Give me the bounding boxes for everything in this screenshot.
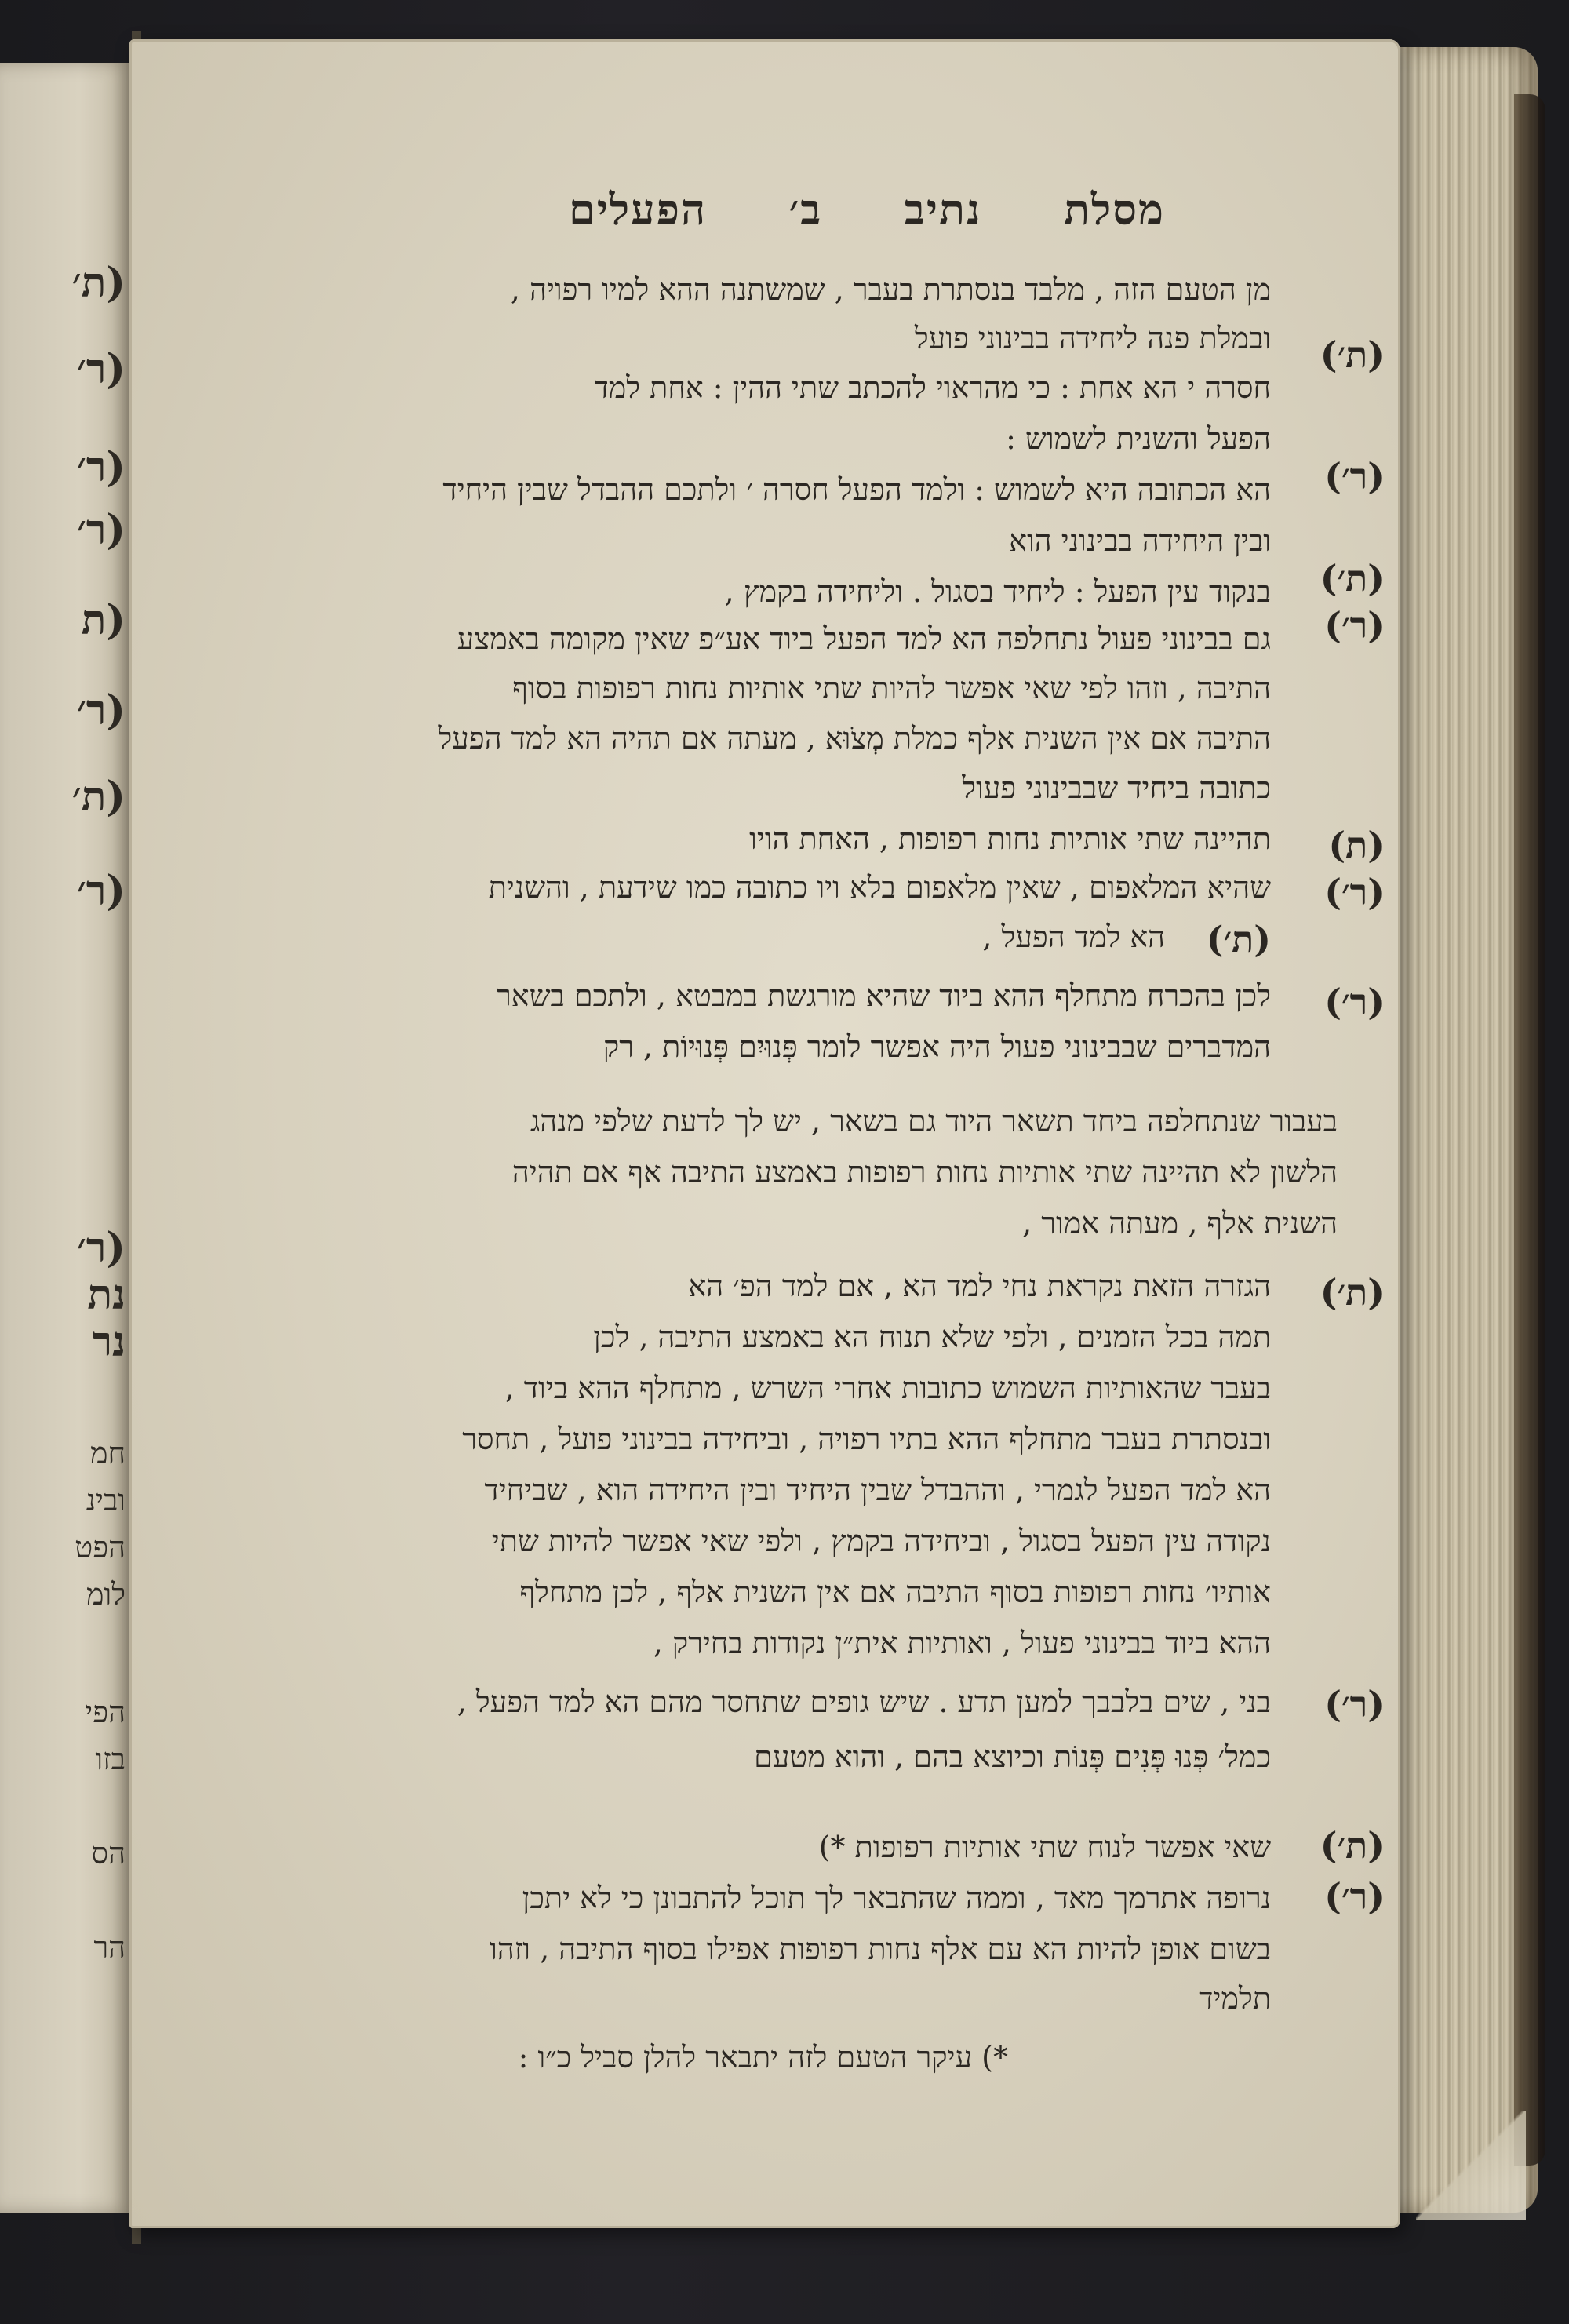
text-line: בנקוד עין הפעל : ליחיד בסגול . וליחידה בקמץ , bbox=[724, 574, 1271, 609]
main-page bbox=[129, 39, 1400, 2228]
text-line: גם בבינוני פעול נתחלפה הא למד הפעל ביוד אע״פ שאין מקומה באמצע bbox=[457, 621, 1271, 656]
speaker-marker: (ר׳) bbox=[1324, 981, 1385, 1023]
left-margin-fragment: הס bbox=[91, 1836, 126, 1870]
left-margin-fragment: חמ bbox=[89, 1436, 126, 1470]
header-title-right: מסלת bbox=[1064, 184, 1165, 235]
text-line: תהיינה שתי אותיות נחות רפופות , האחת הויו bbox=[749, 821, 1271, 856]
left-margin-fragment: (ת bbox=[81, 596, 126, 644]
text-line: התיבה , וזהו לפי שאי אפשר להיות שתי אותיות נחות רפופות בסוף bbox=[512, 671, 1271, 705]
left-margin-fragment: (ר׳ bbox=[76, 687, 126, 734]
text-line: תלמיד bbox=[1199, 1981, 1271, 2016]
speaker-marker: (ר׳) bbox=[1324, 1683, 1385, 1725]
left-margin-fragment: (ר׳ bbox=[76, 506, 126, 554]
speaker-marker: (ת׳) bbox=[1206, 918, 1271, 960]
left-margin-fragment: לומ bbox=[86, 1577, 126, 1612]
left-margin-fragment: נר bbox=[92, 1318, 126, 1366]
speaker-marker: (ר׳) bbox=[1324, 455, 1385, 497]
text-line: הגזרה הזאת נקראת נחי למד הא , אם למד הפ׳ הא bbox=[688, 1269, 1271, 1303]
left-margin-fragment: נת bbox=[87, 1271, 126, 1319]
left-margin-fragment: (ת׳ bbox=[71, 773, 126, 821]
header-title-mid2: ב׳ bbox=[788, 184, 823, 235]
speaker-marker: (ת׳) bbox=[1320, 1271, 1385, 1313]
text-line: אותיו׳ נחות רפופות בסוף התיבה אם אין השנית אלף , לכן מתחלף bbox=[519, 1575, 1271, 1609]
running-header bbox=[569, 184, 1165, 235]
left-margin-fragment: (ר׳ bbox=[76, 1224, 126, 1272]
text-line: הא למד הפעל , bbox=[982, 920, 1165, 954]
left-facing-page bbox=[0, 63, 137, 2213]
text-line: בעבור שנתחלפה ביחד תשאר היוד גם בשאר , יש לך לדעת שלפי מנהג bbox=[530, 1104, 1338, 1138]
text-line: ההא ביוד בבינוני פעול , ואותיות אית״ן נקודות בחירק , bbox=[653, 1626, 1271, 1660]
left-margin-fragment: ובינ bbox=[86, 1483, 126, 1517]
text-line: נקודה עין הפעל בסגול , וביחידה בקמץ , ולפי שאי אפשר להיות שתי bbox=[491, 1524, 1271, 1558]
text-line: ובנסתרת בעבר מתחלף ההא בתיו רפויה , וביחידה בבינוני פועל , תחסר bbox=[462, 1422, 1271, 1456]
left-margin-fragment: (ר׳ bbox=[76, 867, 126, 915]
text-line: הלשון לא תהיינה שתי אותיות נחות רפופות באמצע התיבה אף אם תהיה bbox=[511, 1155, 1338, 1189]
text-line: הא למד הפעל לגמרי , וההבדל שבין היחיד ובין היחידה הוא , שביחיד bbox=[484, 1473, 1271, 1507]
speaker-marker: (ת׳) bbox=[1320, 557, 1385, 599]
text-line: שהיא המלאפום , שאין מלאפום בלא ויו כתובה כמו שידעת , והשנית bbox=[488, 870, 1271, 905]
speaker-marker: (ר׳) bbox=[1324, 871, 1385, 913]
left-margin-fragment: הפט bbox=[75, 1530, 126, 1565]
text-line: התיבה אם אין השנית אלף כמלת מְצֹוּא , מעתה אם תהיה הא למד הפעל bbox=[438, 721, 1271, 756]
dog-eared-corner bbox=[1416, 2111, 1526, 2220]
text-line: הפעל והשנית לשמוש : bbox=[1006, 421, 1271, 456]
speaker-marker: (ת׳) bbox=[1320, 1824, 1385, 1867]
text-line: ובמלת פנה ליחידה בבינוני פועל bbox=[914, 321, 1271, 355]
text-line: כמל׳ פְּנוּ פְּנִים פְּנוֹת וכיוצא בהם , והוא מטעם bbox=[754, 1739, 1271, 1774]
text-line: ובין היחידה בבינוני הוא bbox=[1009, 523, 1271, 558]
speaker-marker: (ת) bbox=[1328, 824, 1385, 866]
text-line: הא הכתובה היא לשמוש : ולמד הפעל חסרה ׳ ולתכם ההבדל שבין היחיד bbox=[442, 472, 1271, 507]
left-margin-fragment: (ר׳ bbox=[76, 345, 126, 393]
text-line: כתובה ביחיד שבבינוני פעול bbox=[962, 770, 1271, 805]
speaker-marker: (ת׳) bbox=[1320, 333, 1385, 376]
text-line: בני , שים בלבבך למען תדע . שיש גופים שתחסר מהם הא למד הפעל , bbox=[457, 1685, 1271, 1719]
text-line: מן הטעם הזה , מלבד בנסתרת בעבר , שמשתנה ההא למיו רפויה , bbox=[510, 272, 1271, 307]
header-title-left: הפעלים bbox=[569, 184, 708, 235]
left-margin-fragment: (ת׳ bbox=[71, 259, 126, 307]
text-line: המדברים שבבינוני פעול היה אפשר לומר פְּנוּיִם פְּנוּיוֹת , רק bbox=[602, 1029, 1271, 1064]
text-line: שאי אפשר לנוח שתי אותיות רפופות *) bbox=[818, 1830, 1271, 1864]
text-line: בעבר שהאותיות השמוש כתובות אחרי השרש , מתחלף ההא ביוד , bbox=[504, 1371, 1271, 1405]
text-line: לכן בהכרח מתחלף ההא ביוד שהיא מורגשת במבטא , ולתכם בשאר bbox=[497, 978, 1271, 1013]
footnote: *) עיקר הטעם לזה יתבאר להלן סביל כ״ו : bbox=[518, 2040, 1008, 2074]
page-edges-shadow bbox=[1514, 94, 1545, 2166]
left-margin-fragment: בזו bbox=[95, 1742, 126, 1776]
speaker-marker: (ר׳) bbox=[1324, 604, 1385, 647]
text-line: בשום אופן להיות הא עם אלף נחות רפופות אפילו בסוף התיבה , וזהו bbox=[490, 1932, 1271, 1966]
left-margin-fragment: הר bbox=[93, 1930, 126, 1965]
left-margin-fragment: הפי bbox=[85, 1695, 126, 1729]
text-line: השנית אלף , מעתה אמור , bbox=[1022, 1206, 1338, 1240]
text-line: נרופה אתרמך מאד , וממה שהתבאר לך תוכל להתבונן כי לא יתכן bbox=[522, 1881, 1271, 1915]
left-margin-fragment: (ר׳ bbox=[76, 443, 126, 491]
text-line: חסרה י הא אחת : כי מהראוי להכתב שתי ההין : אחת למד bbox=[594, 370, 1271, 405]
speaker-marker: (ר׳) bbox=[1324, 1875, 1385, 1918]
text-line: תמה בכל הזמנים , ולפי שלא תנוח הא באמצע התיבה , לכן bbox=[593, 1320, 1271, 1354]
header-title-mid1: נתיב bbox=[904, 184, 982, 235]
